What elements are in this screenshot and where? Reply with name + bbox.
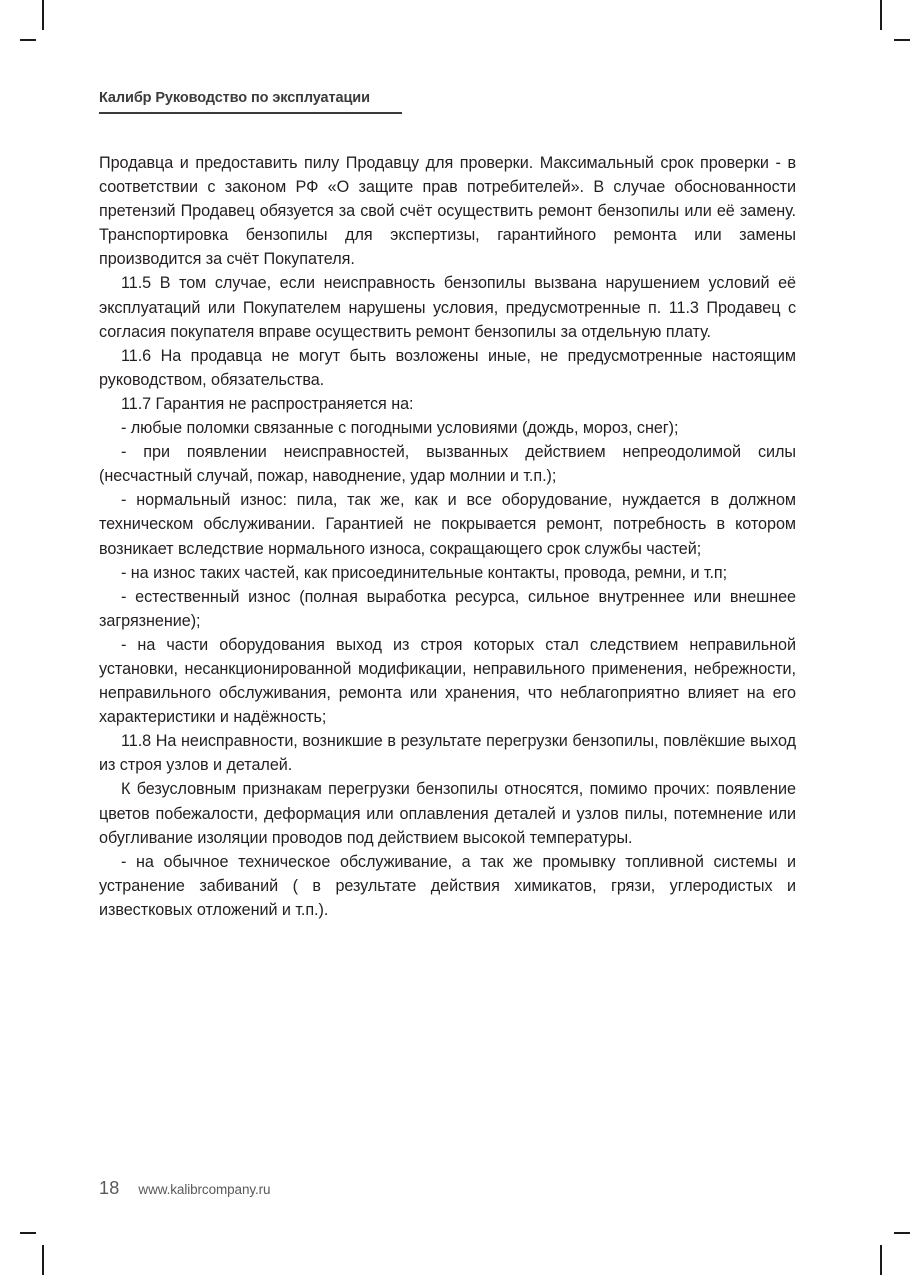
paragraph: К безусловным признакам перегрузки бензопилы относятся, помимо прочих: появление цветов побежалости, деформация или оплавления деталей и узлов пилы, потемнение или обугливание изоляции проводов под действием высокой температуры. (99, 780, 796, 847)
crop-mark-top-right-horizontal (894, 39, 910, 41)
paragraph: 11.5 В том случае, если неисправность бензопилы вызвана нарушением условий её эксплуатаций или Покупателем нарушены условия, предусмотренные п. 11.3 Продавец с согласия покупателя вправе осуществить ремонт бензопилы за отдельную плату. (99, 274, 796, 341)
paragraph: 11.8 На неисправности, возникшие в результате перегрузки бензопилы, повлёкшие выход из строя узлов и деталей. (99, 732, 796, 775)
crop-mark-top-right-vertical (880, 0, 882, 30)
page-footer (99, 1178, 270, 1199)
paragraph: - при появлении неисправностей, вызванных действием непреодолимой силы (несчастный случай, пожар, наводнение, удар молнии и т.п.); (99, 443, 796, 486)
running-head (99, 90, 402, 114)
paragraph: - нормальный износ: пила, так же, как и все оборудование, нуждается в должном техническом обслуживании. Гарантией не покрывается ремонт, потребность в котором возникает вследствие нормального износа, сокращающего срок службы частей; (99, 491, 796, 558)
website-url: www.kalibrcompany.ru (138, 1182, 271, 1197)
running-head-rule (99, 112, 402, 114)
crop-mark-top-left-horizontal (20, 39, 36, 41)
crop-mark-bottom-right-horizontal (894, 1232, 910, 1234)
page-number: 18 (99, 1178, 120, 1198)
paragraph: 11.6 На продавца не могут быть возложены иные, не предусмотренные настоящим руководством, обязательства. (99, 346, 796, 389)
page-content (99, 0, 796, 1275)
paragraph: - на части оборудования выход из строя которых стал следствием неправильной установки, несанкционированной модификации, неправильного применения, небрежности, неправильного обслуживания, ремонта или хранения, что неблагоприятно влияет на его характеристики и надёжность; (99, 635, 796, 727)
paragraph: - естественный износ (полная выработка ресурса, сильное внутреннее или внешнее загрязнение); (99, 587, 796, 630)
paragraph: - на износ таких частей, как присоединительные контакты, провода, ремни, и т.п; (121, 563, 728, 582)
paragraph: - любые поломки связанные с погодными условиями (дождь, мороз, снег); (121, 419, 679, 438)
paragraph: 11.7 Гарантия не распространяется на: (121, 394, 414, 413)
running-head-title: Калибр Руководство по эксплуатации (99, 90, 370, 106)
paragraph: Продавца и предоставить пилу Продавцу для проверки. Максимальный срок проверки - в соответствии с законом РФ «О защите прав потребителей». В случае обоснованности претензий Продавец обязуется за свой счёт осуществить ремонт бензопилы или её замену. Транспортировка бензопилы для экспертизы, гарантийного ремонта или замены производится за счёт Покупателя. (99, 154, 796, 269)
crop-mark-bottom-right-vertical (880, 1245, 882, 1275)
paragraph: - на обычное техническое обслуживание, а так же промывку топливной системы и устранение забиваний ( в результате действия химикатов, грязи, углеродистых и известковых отложений и т.п.). (99, 852, 796, 919)
crop-mark-bottom-left-vertical (42, 1245, 44, 1275)
body-text (99, 151, 796, 922)
crop-mark-top-left-vertical (42, 0, 44, 30)
crop-mark-bottom-left-horizontal (20, 1232, 36, 1234)
